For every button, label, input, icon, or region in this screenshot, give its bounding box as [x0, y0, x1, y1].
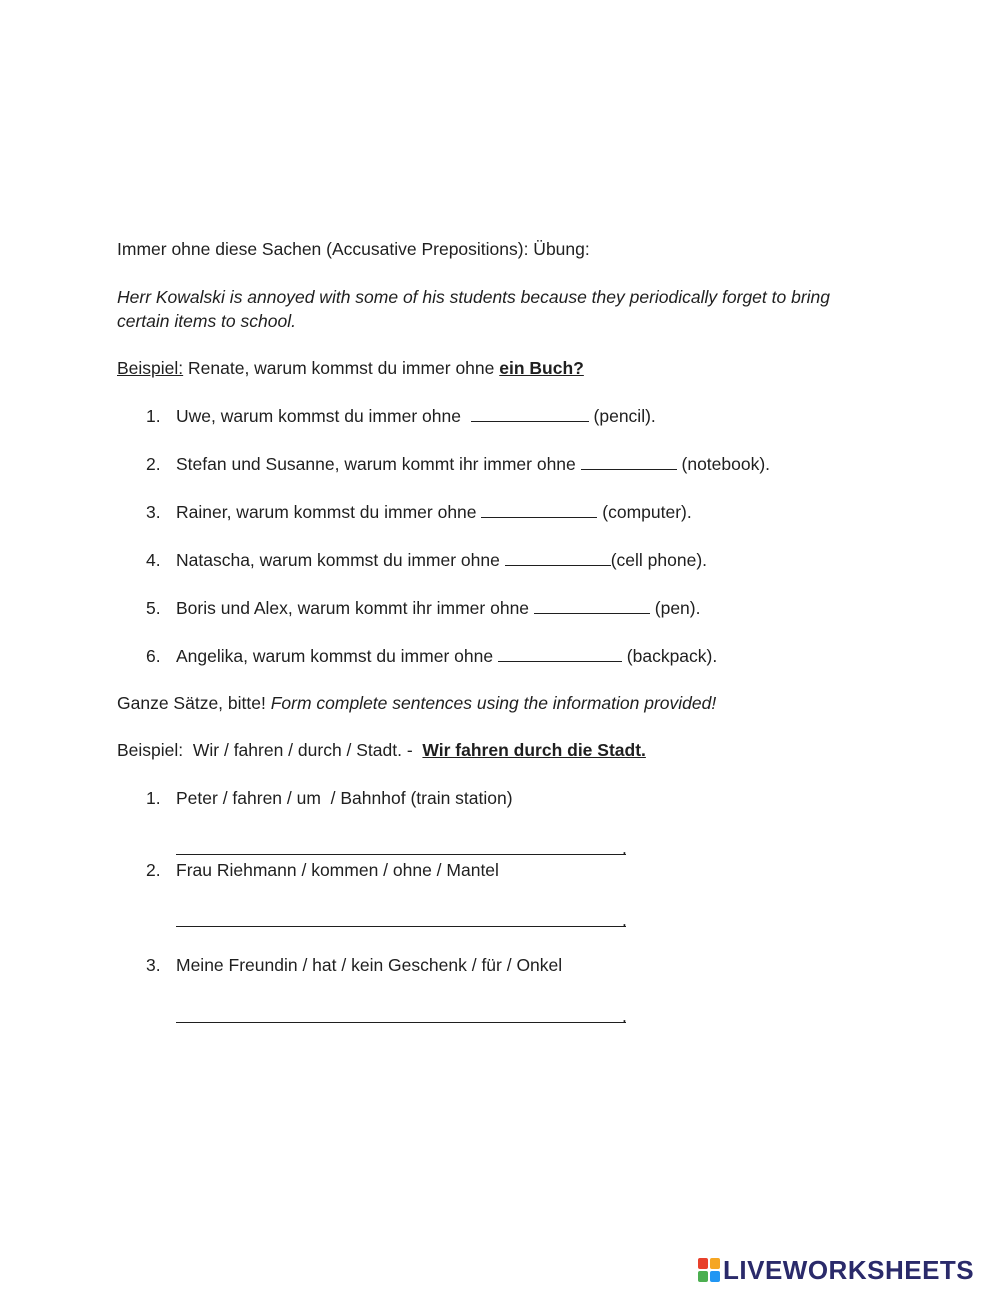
example-label: Beispiel:	[117, 358, 184, 378]
worksheet-title: Immer ohne diese Sachen (Accusative Prepositions): Übung:	[117, 239, 590, 259]
example-text: Renate, warum kommst du immer ohne	[183, 358, 500, 378]
blank-field[interactable]	[581, 453, 677, 470]
example-2	[117, 738, 646, 762]
item-number: 1.	[146, 788, 161, 808]
item-text: Stefan und Susanne, warum kommt ihr immer ohne	[176, 454, 581, 474]
item-hint: (cell phone).	[610, 550, 708, 570]
item-number: 2.	[146, 454, 161, 474]
item-hint: (pen).	[649, 598, 701, 618]
answer-period: .	[622, 910, 627, 930]
item-text: Uwe, warum kommst du immer ohne	[176, 406, 471, 426]
item-text: Rainer, warum kommst du immer ohne	[176, 502, 482, 522]
example-2-answer: Wir fahren durch die Stadt.	[422, 740, 646, 760]
example-answer: ein Buch?	[499, 358, 584, 378]
answer-line[interactable]	[176, 1002, 626, 1023]
section-2-heading	[117, 691, 716, 715]
answer-line[interactable]	[176, 834, 626, 855]
item-text: Natascha, warum kommst du immer ohne	[176, 550, 505, 570]
item-hint: (computer).	[597, 502, 692, 522]
blank-field[interactable]	[471, 405, 589, 422]
logo-square	[698, 1271, 708, 1282]
logo-mark-icon	[698, 1258, 720, 1282]
item-text: Boris und Alex, warum kommt ihr immer ohne	[176, 598, 534, 618]
intro-line-1: Herr Kowalski is annoyed with some of his students because they periodically forget to bring	[117, 287, 831, 307]
item-text: Peter / fahren / um / Bahnhof (train station)	[176, 788, 513, 808]
item-hint: (backpack).	[621, 646, 718, 666]
logo-text: LIVEWORKSHEETS	[723, 1254, 975, 1285]
item-hint: (notebook).	[676, 454, 771, 474]
item-number: 3.	[146, 955, 161, 975]
item-text: Angelika, warum kommst du immer ohne	[176, 646, 498, 666]
item-number: 1.	[146, 406, 161, 426]
section-2-instruction: Form complete sentences using the information provided!	[270, 693, 717, 713]
logo-square	[698, 1258, 708, 1269]
item-hint: (pencil).	[588, 406, 656, 426]
item-number: 5.	[146, 598, 161, 618]
answer-period: .	[622, 838, 627, 858]
logo-square	[710, 1271, 720, 1282]
intro-line-2: certain items to school.	[117, 311, 296, 331]
blank-field[interactable]	[481, 501, 597, 518]
example-2-text: Beispiel: Wir / fahren / durch / Stadt. -	[117, 740, 423, 760]
item-number: 2.	[146, 860, 161, 880]
item-number: 3.	[146, 502, 161, 522]
item-number: 4.	[146, 550, 161, 570]
blank-field[interactable]	[498, 645, 622, 662]
section-2-lead: Ganze Sätze, bitte!	[117, 693, 271, 713]
liveworksheets-logo[interactable]	[698, 1256, 974, 1284]
logo-square	[710, 1258, 720, 1269]
item-text: Frau Riehmann / kommen / ohne / Mantel	[176, 860, 499, 880]
item-number: 6.	[146, 646, 161, 666]
item-text: Meine Freundin / hat / kein Geschenk / für / Onkel	[176, 955, 563, 975]
answer-line[interactable]	[176, 906, 626, 927]
answer-period: .	[622, 1006, 627, 1026]
example-1	[117, 356, 584, 380]
blank-field[interactable]	[505, 549, 611, 566]
blank-field[interactable]	[534, 597, 650, 614]
